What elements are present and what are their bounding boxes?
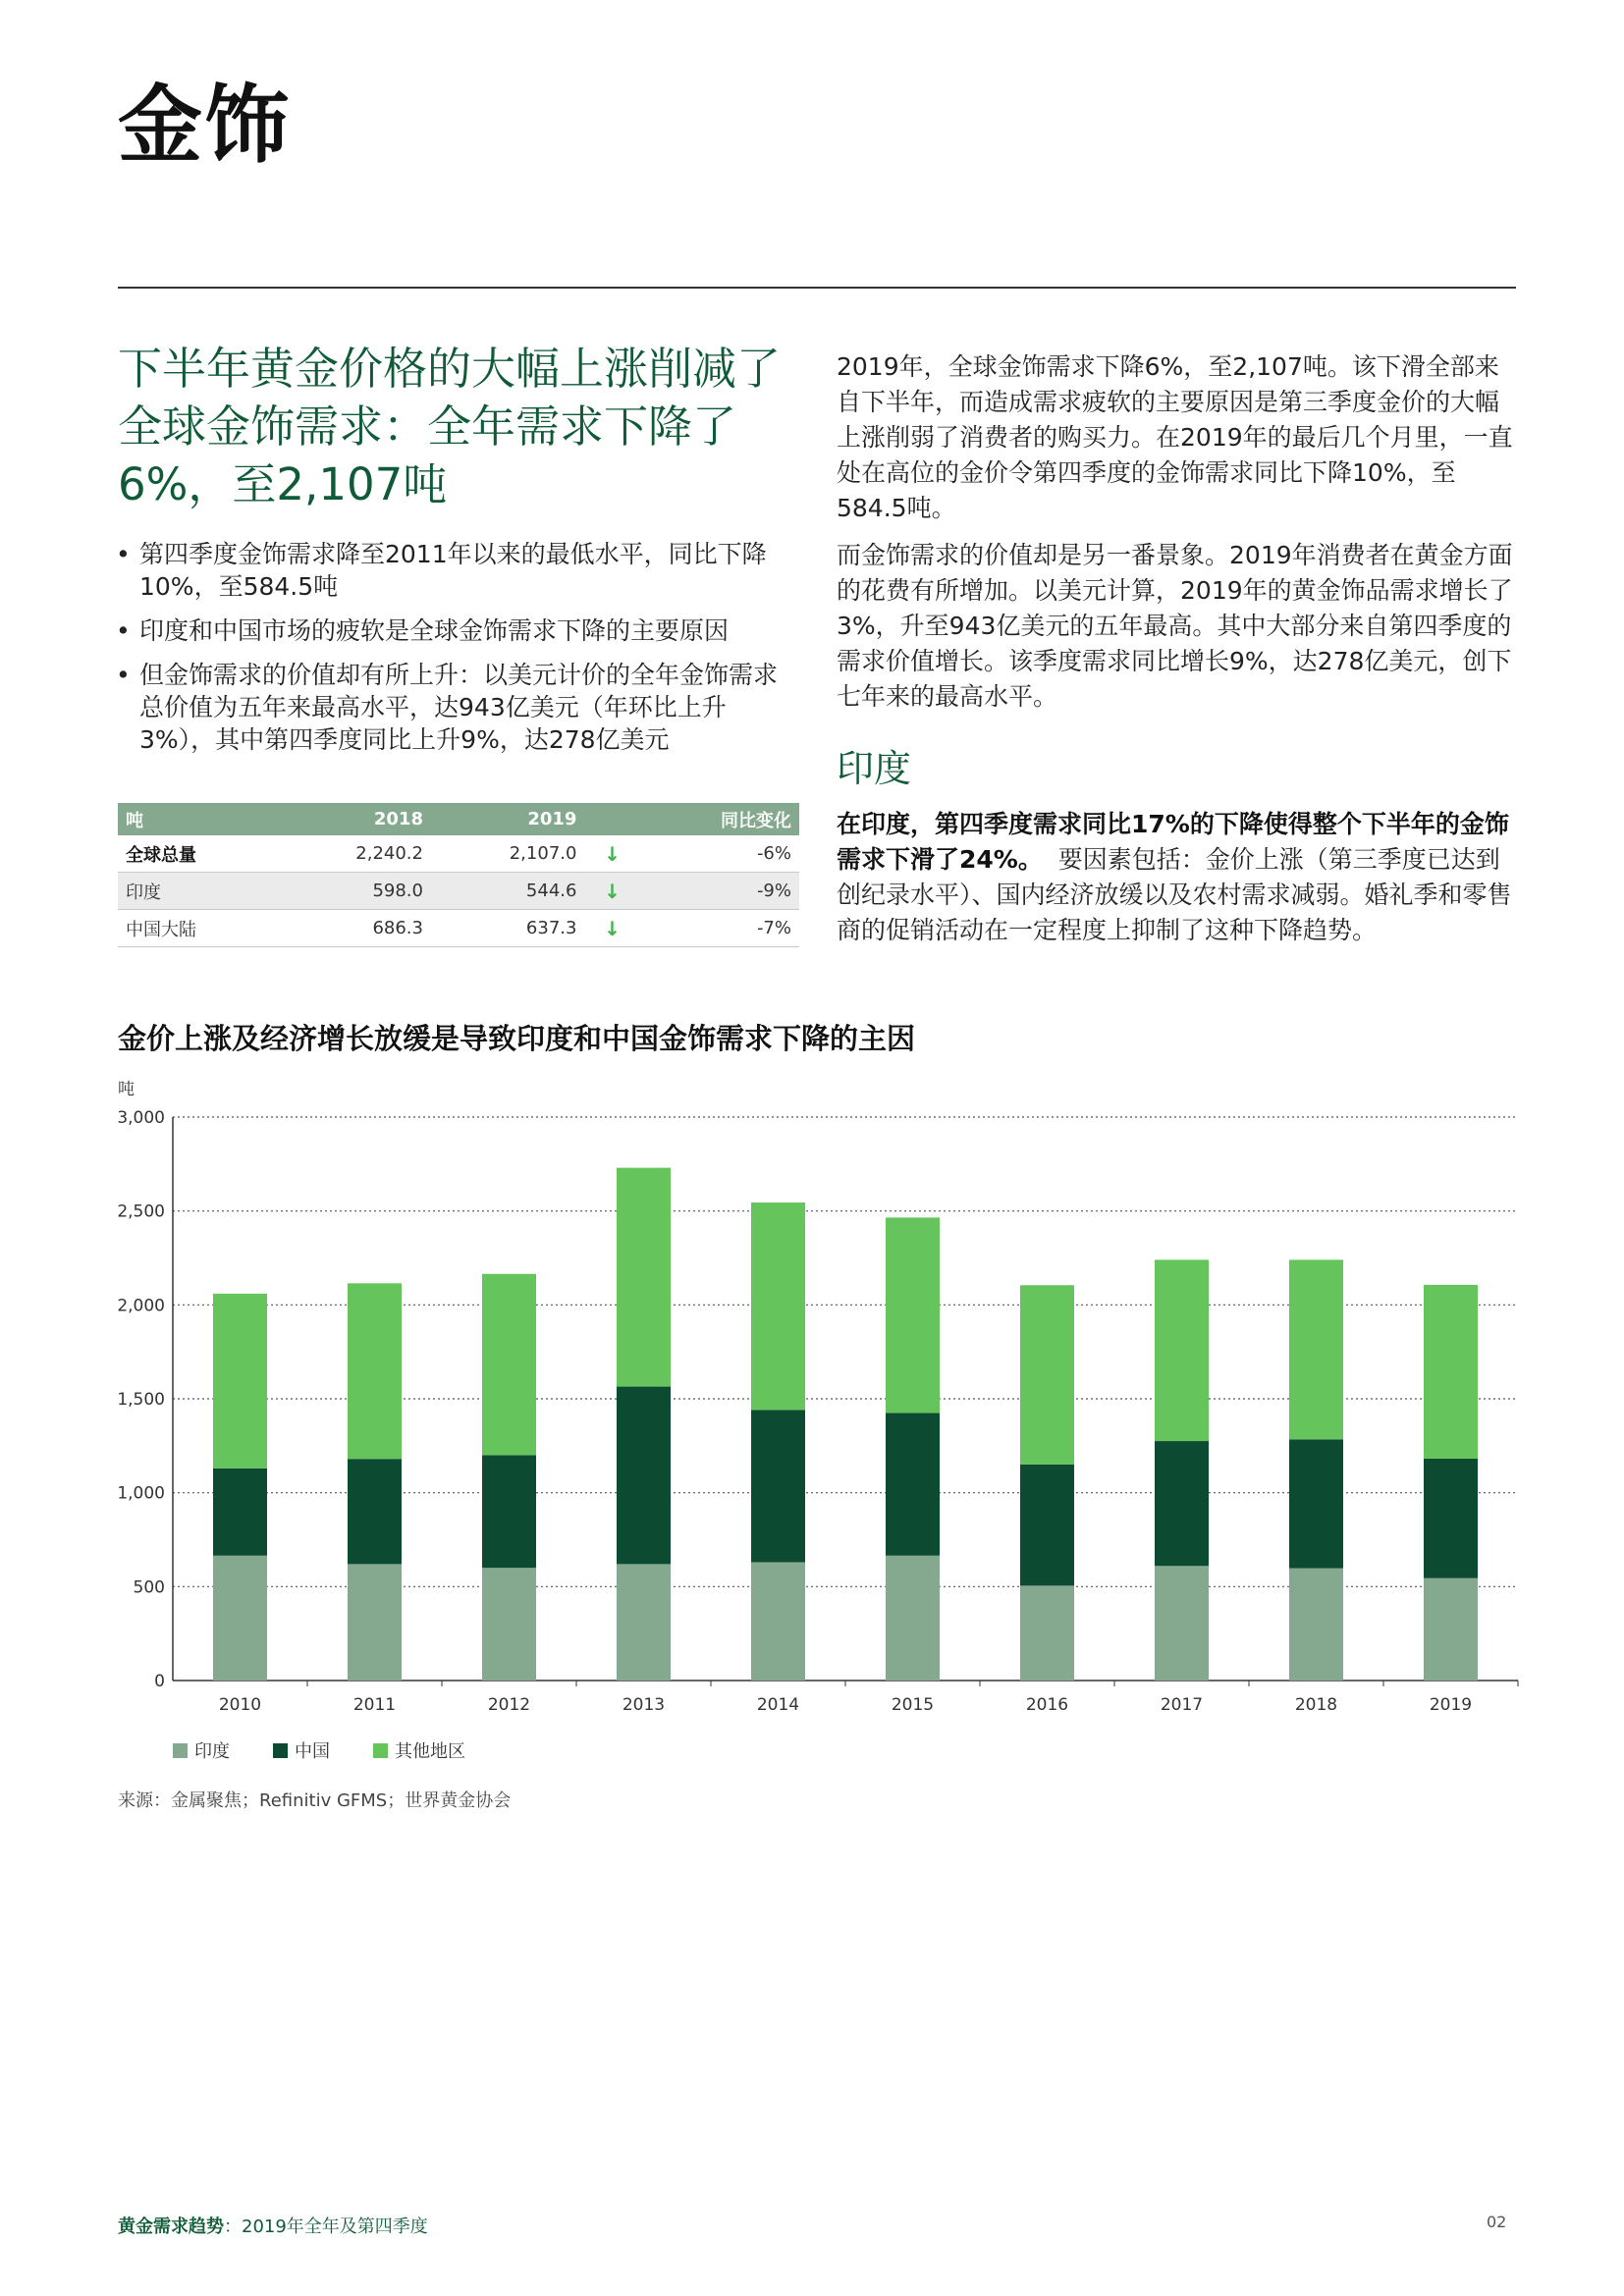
bar-segment [1289, 1439, 1343, 1568]
x-tick-label: 2013 [622, 1695, 666, 1715]
bar-segment [1020, 1465, 1074, 1585]
bar-segment [1289, 1259, 1343, 1439]
value-2019: 2,107.0 [431, 835, 584, 873]
x-tick-label: 2014 [756, 1695, 800, 1715]
bar-segment [1020, 1585, 1074, 1681]
bar-segment [751, 1410, 805, 1562]
legend-swatch [373, 1743, 388, 1758]
y-tick-label: 1,500 [117, 1390, 165, 1410]
y-tick-label: 500 [133, 1577, 165, 1598]
page-number: 02 [1487, 2213, 1507, 2231]
footer-title [118, 2213, 428, 2238]
bullet-point: • 第四季度金饰需求降至2011年以来的最低水平，同比下降10%，至584.5吨 [116, 538, 793, 603]
body-paragraph-2: 而金饰需求的价值却是另一番景象。2019年消费者在黄金方面的花费有所增加。以美元计算，2019年的黄金饰品需求增长了3%，升至943亿美元的五年最高。其中大部分来自第四季度的需求价值增长。该季度需求同比增长9%，达278亿美元，创下七年来的最高水平。 [837, 541, 1513, 711]
legend-swatch [273, 1743, 288, 1758]
y-tick-label: 1,000 [117, 1483, 165, 1504]
legend-label: 中国 [295, 1741, 330, 1762]
row-label: 全球总量 [118, 835, 278, 873]
x-tick-label: 2011 [352, 1695, 397, 1715]
bar-segment [1020, 1285, 1074, 1465]
bar-segment [886, 1556, 940, 1681]
bar-segment [213, 1556, 267, 1681]
down-arrow-icon: ↓ [584, 835, 639, 873]
bar-segment [1424, 1578, 1478, 1681]
bar-segment [886, 1217, 940, 1413]
bar-segment [617, 1168, 671, 1387]
bar-segment [1155, 1259, 1209, 1441]
bar-segment [886, 1413, 940, 1555]
bar-segment [482, 1455, 536, 1568]
bar-segment [751, 1562, 805, 1681]
bar-segment [213, 1294, 267, 1468]
value-2018: 686.3 [278, 910, 431, 947]
x-tick-label: 2019 [1429, 1695, 1473, 1715]
down-arrow-icon: ↓ [584, 910, 639, 947]
india-body-text: 要因素包括：金价上涨（第三季度已达到创纪录水平）、国内经济放缓以及农村需求减弱。婚礼季和零售商的促销活动在一定程度上抑制了这种下降趋势。 [837, 845, 1512, 944]
row-label: 中国大陆 [118, 910, 278, 947]
legend-swatch [173, 1743, 188, 1758]
x-tick-label: 2018 [1294, 1695, 1338, 1715]
y-tick-label: 0 [154, 1672, 165, 1691]
body-paragraph-1: 2019年，全球金饰需求下降6%，至2,107吨。该下滑全部来自下半年，而造成需求疲软的主要原因是第三季度金价的大幅上涨削弱了消费者的购买力。在2019年的最后几个月里，一直处在高位的金价令第四季度的金饰需求同比下降10%，至584.5吨。 [837, 352, 1513, 522]
down-arrow-icon: ↓ [584, 873, 639, 910]
bar-segment [348, 1564, 402, 1681]
bar-segment [617, 1387, 671, 1565]
bullet-point: • 印度和中国市场的疲软是全球金饰需求下降的主要原因 [116, 614, 793, 647]
change-value: -6% [639, 835, 799, 873]
value-2019: 544.6 [431, 873, 584, 910]
bar-segment [482, 1274, 536, 1456]
bar-segment [1155, 1566, 1209, 1681]
bar-segment [213, 1468, 267, 1556]
footer-subtitle: 2019年全年及第四季度 [242, 2216, 428, 2237]
change-value: -9% [639, 873, 799, 910]
footer-report-name: 黄金需求趋势 [118, 2216, 224, 2237]
india-lead-text: 在印度，第四季度需求同比17%的下降使得整个下半年的金饰需求下滑了24%。 [837, 810, 1509, 874]
source-note: 来源：金属聚焦；Refinitiv GFMS；世界黄金协会 [118, 1790, 512, 1811]
section-headline: 下半年黄金价格的大幅上涨削减了全球金饰需求：全年需求下降了6%，至2,107吨 [118, 343, 782, 510]
bar-segment [1155, 1441, 1209, 1566]
bullet-point: • 但金饰需求的价值却有所上升：以美元计价的全年金饰需求总价值为五年来最高水平，达943亿美元（年环比上升3%），其中第四季度同比上升9%，达278亿美元 [116, 659, 793, 756]
legend-label: 印度 [194, 1741, 230, 1762]
value-2019: 637.3 [431, 910, 584, 947]
table-header-unit: 吨 [118, 803, 278, 835]
bar-segment [751, 1202, 805, 1410]
value-2018: 2,240.2 [278, 835, 431, 873]
x-tick-label: 2012 [487, 1695, 531, 1715]
chart-title: 金价上涨及经济增长放缓是导致印度和中国金饰需求下降的主因 [118, 1022, 916, 1055]
table-header-change: 同比变化 [639, 803, 799, 835]
bar-segment [348, 1283, 402, 1459]
india-section-title: 印度 [837, 747, 912, 790]
value-2018: 598.0 [278, 873, 431, 910]
x-tick-label: 2015 [891, 1695, 935, 1715]
bar-segment [617, 1564, 671, 1681]
page-title: 金饰 [118, 77, 291, 175]
change-value: -7% [639, 910, 799, 947]
bar-segment [1424, 1285, 1478, 1459]
bar-segment [482, 1568, 536, 1681]
table-header-2019: 2019 [431, 803, 584, 835]
row-label: 印度 [118, 873, 278, 910]
footer-separator: ： [224, 2216, 242, 2237]
x-tick-label: 2017 [1160, 1695, 1204, 1715]
y-tick-label: 2,500 [117, 1201, 165, 1222]
bar-segment [1289, 1569, 1343, 1681]
table-header-2018: 2018 [278, 803, 431, 835]
y-axis-unit-label: 吨 [118, 1080, 135, 1099]
x-tick-label: 2010 [218, 1695, 262, 1715]
bar-segment [348, 1459, 402, 1564]
bar-segment [1424, 1459, 1478, 1578]
legend-label: 其他地区 [395, 1741, 465, 1762]
y-tick-label: 2,000 [117, 1296, 165, 1316]
x-tick-label: 2016 [1025, 1695, 1069, 1715]
y-tick-label: 3,000 [117, 1108, 165, 1128]
